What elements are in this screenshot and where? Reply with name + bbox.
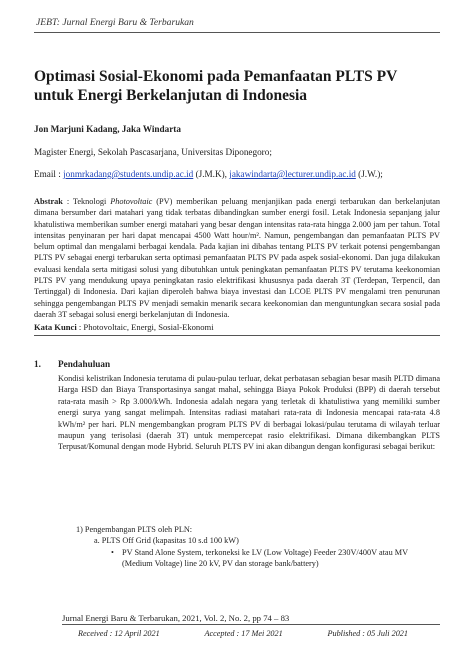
affiliation: Magister Energi, Sekolah Pascasarjana, Universitas Diponegoro; — [34, 147, 272, 157]
paper-title: Optimasi Sosial-Ekonomi pada Pemanfaatan PLTS PV untuk Energi Berkelanjutan di Indonesia — [34, 68, 398, 104]
email-line — [34, 169, 383, 179]
footer-journal: Jurnal Energi Baru & Terbarukan, 2021, Vol. 2, No. 2, pp 74 – 83 — [62, 613, 290, 623]
list-item: 1) Pengembangan PLTS oleh PLN: — [76, 525, 193, 534]
config-list — [58, 524, 440, 570]
email-link-2[interactable]: jakawindarta@lecturer.undip.ac.id — [229, 169, 356, 179]
journal-header: JEBT: Jurnal Energi Baru & Terbarukan — [36, 17, 194, 28]
received-date: Received : 12 April 2021 — [78, 629, 160, 638]
list-item-text: PV Stand Alone System, terkoneksi ke LV (Low Voltage) Feeder 230V/400V atau MV (Medium Voltage) line 20 kV, PV dan storage bank/battery) — [122, 547, 408, 569]
list-item: a. PLTS Off Grid (kapasitas 10 s.d 100 kW) — [94, 536, 239, 546]
header-rule — [34, 32, 440, 33]
abstract-term: Photovoltaic — [110, 197, 153, 206]
keywords-text: : Photovoltaic, Energi, Sosial-Ekonomi — [78, 322, 214, 332]
email-prefix: Email : — [34, 169, 61, 179]
published-date: Published : 05 Juli 2021 — [327, 629, 408, 638]
section-rule — [34, 335, 440, 336]
email-link-1[interactable]: jonmrkadang@students.undip.ac.id — [63, 169, 194, 179]
intro-paragraph: Kondisi kelistrikan Indonesia terutama di pulau-pulau terluar, dekat perbatasan sebagian besar masih PLTD dimana Harga HSD dan Biaya Transportasinya sangat mahal, sehingga Biaya Pokok Produksi (BPP) di daerah tersebut rata-rata masih > Rp 3.000/kWh. Indonesia adalah negara yang terletak di khatulistiwa yang memiliki sumber energi surya yang sangat melimpah. Intensitas radiasi matahari rata-rata di Indonesia mencapai rata-rata 4.8 kWh/m² per hari. PLN mengembangkan program PLTS PV di berbagai lokasi/pulau terutama di wilayah terluar maupun yang terisolasi (daerah 3T) untuk mempercepat rasio elektrifikasi. Dimana dikembangkan PLTS Terpusat/Komunal dengan mode Hybrid. Seluruh PLTS PV ini akan dibangun dengan konfigurasi sebagai berikut: — [58, 374, 440, 452]
accepted-date: Accepted : 17 Mei 2021 — [204, 629, 283, 638]
keywords — [34, 322, 214, 332]
abstract — [34, 196, 440, 320]
footer-dates — [78, 629, 408, 638]
footer-rule — [62, 624, 440, 625]
abstract-label: Abstrak — [34, 197, 63, 206]
abstract-text: (PV) memberikan peluang menjanjikan pada energi terbarukan dan berkelanjutan dimana bersumber dari matahari yang tidak terbatas dibandingkan sumber energi fosil. Letak Indonesia sepanjang jalur khatulistiwa memberikan sumber energi matahari yang besar dengan intensitas rata-rata hingga 2.000 jam per tahun. Total intensitas penyinaran per hari dapat mencapai 4500 Watt hour/m². Namun, pengembangan dan pemanfaatan PLTS PV belum optimal dan mengalami berbagai kendala. Pada kajian ini dibahas tentang PLTS PV terkait potensi pengembangan PLTS PV sebagai energi terbarukan serta optimasi pemanfaatan PLTS PV pada aspek sosial-ekonomi. Dan juga dilakukan evaluasi kendala serta mitigasi solusi yang dibutuhkan untuk peningkatan pemanfaatan PLTS PV terutama keekonomian PLTS PV yang mendukung upaya peningkatan rasio elektrifikasi khususnya pada daerah 3T (Terdepan, Terpencil, dan Tertinggal) di Indonesia. Dari kajian diperoleh bahwa biaya investasi dan LCOE PLTS PV mengalami tren penurunan sehingga pengembangan PLTS PV menjadi semakin menarik secara keekonomian dan menguntungkan secara sosial pada daerah 3T sebagai solusi energi berkelanjutan di Indonesia. — [34, 197, 441, 319]
email-note-1: (J.M.K), — [195, 169, 227, 179]
authors: Jon Marjuni Kadang, Jaka Windarta — [34, 124, 181, 134]
section-number: 1. — [34, 359, 41, 369]
bullet-icon: • — [111, 547, 114, 557]
list-item — [58, 547, 440, 570]
section-title-text: Pendahuluan — [58, 359, 111, 369]
abstract-lead: : Teknologi — [66, 197, 107, 206]
section-title — [34, 359, 110, 369]
keywords-label: Kata Kunci — [34, 322, 77, 332]
email-note-2: (J.W.); — [358, 169, 383, 179]
